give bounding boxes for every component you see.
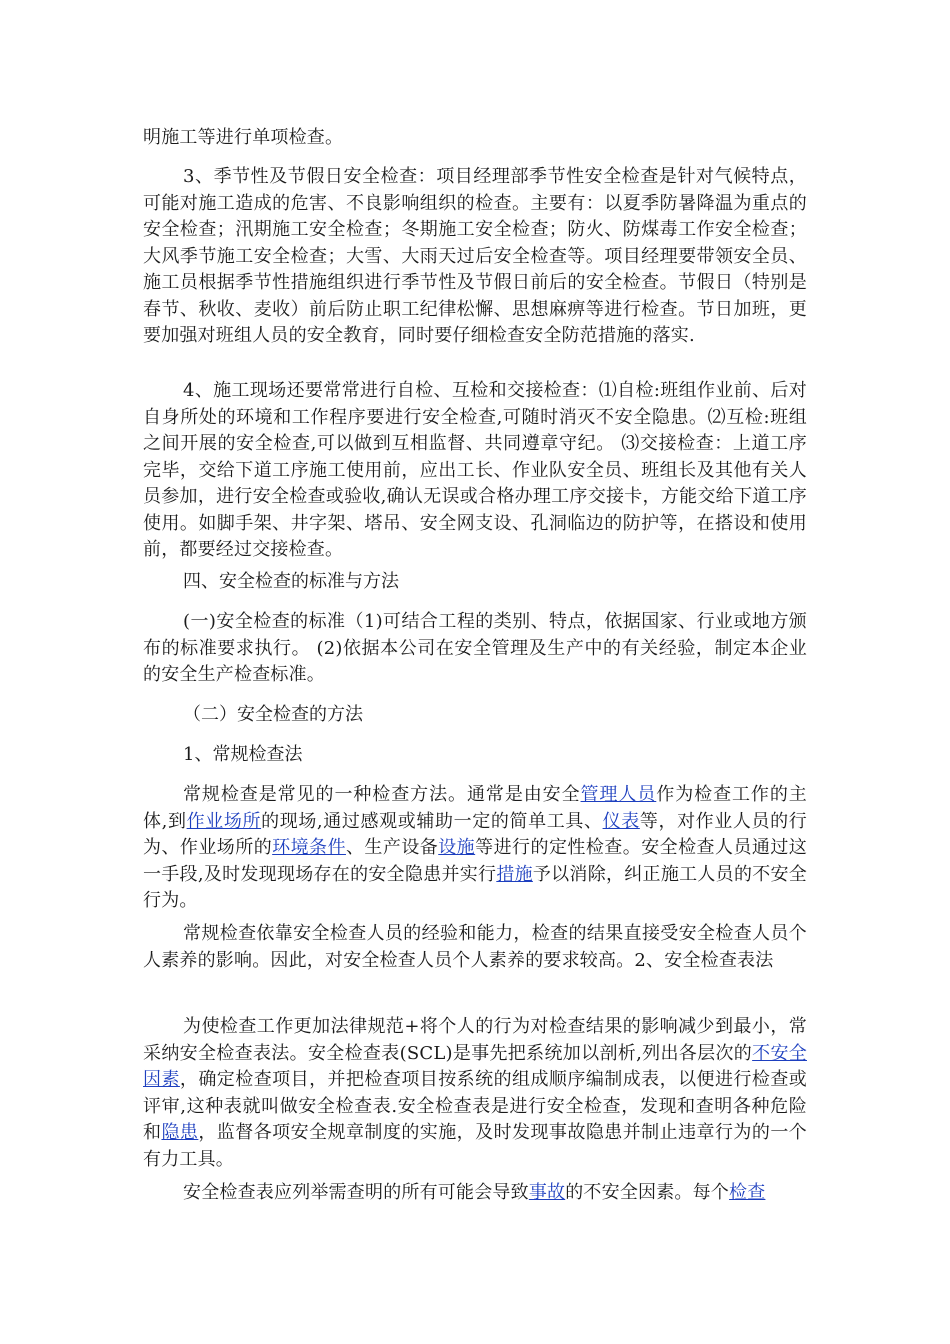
paragraph-continuation: 明施工等进行单项检查。 (143, 127, 344, 148)
link-unsafe-factors[interactable]: 不安全因素 (143, 1042, 807, 1090)
subheading-routine-inspection: 1、常规检查法 (183, 744, 303, 765)
paragraph-checklist-contents: 安全检查表应列举需查明的所有可能会导致事故的不安全因素。每个检查 (183, 1182, 766, 1203)
link-measures[interactable]: 措施 (496, 863, 533, 885)
link-inspection[interactable]: 检查 (729, 1182, 766, 1203)
subheading-inspection-methods: （二）安全检查的方法 (183, 704, 363, 725)
section-heading-standards-methods: 四、安全检查的标准与方法 (183, 571, 399, 592)
paragraph-routine-reliance: 常规检查依靠安全检查人员的经验和能力，检查的结果直接受安全检查人员个人素养的影响。因此，对安全检查人员个人素养的要求较高。2、安全检查表法 (143, 923, 807, 971)
link-accident[interactable]: 事故 (528, 1182, 566, 1203)
link-hidden-dangers[interactable]: 隐患 (161, 1122, 199, 1143)
link-management-personnel[interactable]: 管理人员 (580, 784, 657, 805)
link-environment-conditions[interactable]: 环境条件 (272, 837, 346, 858)
link-work-site[interactable]: 作业场所 (186, 810, 262, 832)
link-instruments[interactable]: 仪表 (602, 810, 640, 832)
paragraph-routine-inspection: 常规检查是常见的一种检查方法。通常是由安全管理人员作为检查工作的主体,到作业场所的现场,通过感观或辅助一定的简单工具、仪表等，对作业人员的行为、作业场所的环境条件、生产设备设施等进行的定性检查。安全检查人员通过这一手段,及时发现现场存在的安全隐患并实行措施予以消除，纠正施工人员的不安全行为。 (143, 784, 807, 911)
paragraph-checklist-method: 为使检查工作更加法律规范+将个人的行为对检查结果的影响减少到最小，常采纳安全检查表法。安全检查表(SCL)是事先把系统加以剖析,列出各层次的不安全因素，确定检查项目，并把检查项目按系统的组成顺序编制成表，以便进行检查或评审,这种表就叫做安全检查表.安全检查表是进行安全检查，发现和查明各种危险和隐患，监督各项安全规章制度的实施，及时发现事故隐患并制止违章行为的一个有力工具。 (143, 1016, 807, 1170)
link-facilities[interactable]: 设施 (438, 837, 476, 858)
paragraph-seasonal-inspection: 3、季节性及节假日安全检查：项目经理部季节性安全检查是针对气候特点，可能对施工造成的危害、不良影响组织的检查。主要有：以夏季防暑降温为重点的安全检查；汛期施工安全检查；冬期施工安全检查；防火、防煤毒工作安全检查；大风季节施工安全检查；大雪、大雨天过后安全检查等。项目经理要带领安全员、施工员根据季节性措施组织进行季节性及节假日前后的安全检查。节假日（特别是春节、秋收、麦收）前后防止职工纪律松懈、思想麻痹等进行检查。节日加班，更要加强对班组人员的安全教育，同时要仔细检查安全防范措施的落实. (143, 166, 807, 346)
paragraph-site-inspection: 4、施工现场还要常常进行自检、互检和交接检查：⑴自检:班组作业前、后对自身所处的环境和工作程序要进行安全检查,可随时消灭不安全隐患。⑵互检:班组之间开展的安全检查,可以做到互相监督、共同遵章守纪。 ⑶交接检查：上道工序完毕，交给下道工序施工使用前，应出工长、作业队安全员、班组长及其他有关人员参加，进行安全检查或验收,确认无误或合格办理工序交接卡，方能交给下道工序使用。如脚手架、井字架、塔吊、安全网支设、孔洞临边的防护等，在搭设和使用前，都要经过交接检查。 (143, 380, 807, 560)
paragraph-inspection-standards: (一)安全检查的标准（1)可结合工程的类别、特点，依据国家、行业或地方颁布的标准要求执行。 (2)依据本公司在安全管理及生产中的有关经验，制定本企业的安全生产检查标准。 (143, 611, 807, 685)
